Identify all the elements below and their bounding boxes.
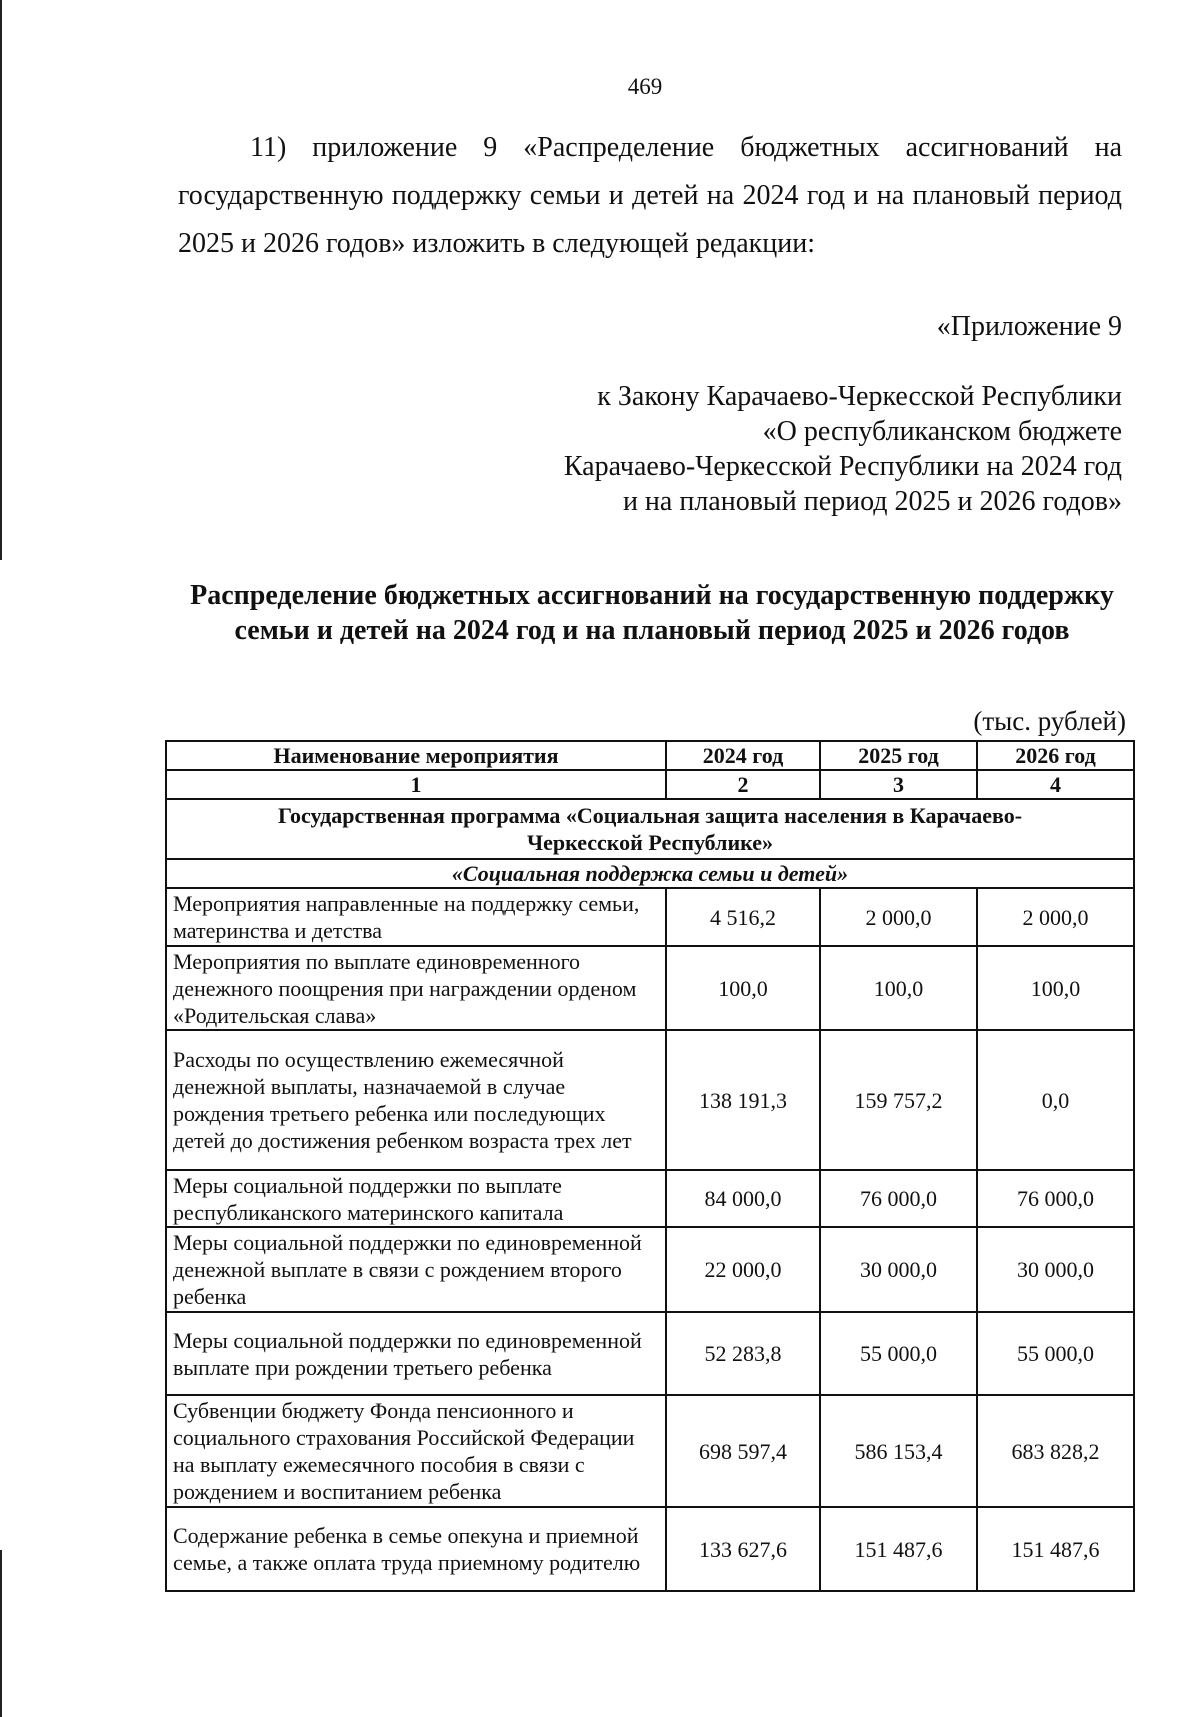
subprogram-row	[166, 859, 1134, 888]
value-2024: 22 000,0	[666, 1227, 820, 1312]
unit-label: (тыс. рублей)	[973, 706, 1126, 736]
column-index: 3	[820, 770, 977, 799]
value-2025: 76 000,0	[820, 1170, 977, 1227]
value-2024: 698 597,4	[666, 1395, 820, 1507]
activity-name: Мероприятия по выплате единовременного денежного поощрения при награждении орденом «Родительская слава»	[166, 946, 666, 1030]
value-2026: 30 000,0	[977, 1227, 1134, 1312]
table-row	[166, 1030, 1134, 1170]
table-row	[166, 1507, 1134, 1591]
law-reference-line: Карачаево-Черкесской Республики на 2024 год	[563, 451, 1122, 482]
value-2024: 133 627,6	[666, 1507, 820, 1591]
column-index-row	[166, 770, 1134, 799]
scan-margin-line	[0, 1550, 2, 1717]
value-2024: 138 191,3	[666, 1030, 820, 1170]
column-index: 1	[166, 770, 666, 799]
subprogram-title: «Социальная поддержка семьи и детей»	[166, 859, 1134, 888]
column-header-2025: 2025 год	[820, 741, 977, 770]
table-row	[166, 1227, 1134, 1312]
column-index: 4	[977, 770, 1134, 799]
law-reference	[564, 379, 1122, 519]
table-row	[166, 1312, 1134, 1395]
table-header-row	[166, 741, 1134, 770]
activity-name: Меры социальной поддержки по выплате республиканского материнского капитала	[166, 1170, 666, 1227]
value-2025: 586 153,4	[820, 1395, 977, 1507]
program-row	[166, 799, 1134, 859]
activity-name: Содержание ребенка в семье опекуна и приемной семье, а также оплата труда приемному родителю	[166, 1507, 666, 1591]
activity-name: Меры социальной поддержки по единовременной выплате при рождении третьего ребенка	[166, 1312, 666, 1395]
value-2025: 100,0	[820, 946, 977, 1030]
table-row	[166, 946, 1134, 1030]
value-2025: 30 000,0	[820, 1227, 977, 1312]
value-2025: 151 487,6	[820, 1507, 977, 1591]
value-2024: 52 283,8	[666, 1312, 820, 1395]
document-title: Распределение бюджетных ассигнований на государственную поддержку семьи и детей на 2024 год и на плановый период 2025 и 2026 годов	[190, 580, 1114, 646]
value-2026: 100,0	[977, 946, 1134, 1030]
column-header-name: Наименование мероприятия	[166, 741, 666, 770]
value-2025: 55 000,0	[820, 1312, 977, 1395]
page-number: 469	[627, 74, 663, 99]
allocation-table	[165, 740, 1135, 1592]
intro-paragraph: 11) приложение 9 «Распределение бюджетных ассигнований на государственную поддержку семьи и детей на 2024 год и на плановый период 2025 и 2026 годов» изложить в следующей редакции:	[178, 132, 1122, 259]
value-2024: 84 000,0	[666, 1170, 820, 1227]
value-2026: 55 000,0	[977, 1312, 1134, 1395]
activity-name: Расходы по осуществлению ежемесячной денежной выплаты, назначаемой в случае рождения третьего ребенка или последующих детей до достижения ребенком возраста трех лет	[166, 1030, 666, 1170]
column-index: 2	[666, 770, 820, 799]
value-2024: 100,0	[666, 946, 820, 1030]
activity-name: Меры социальной поддержки по единовременной денежной выплате в связи с рождением второго ребенка	[166, 1227, 666, 1312]
value-2026: 151 487,6	[977, 1507, 1134, 1591]
activity-name: Мероприятия направленные на поддержку семьи, материнства и детства	[166, 888, 666, 946]
law-reference-line: «О республиканском бюджете	[762, 416, 1122, 447]
activity-name: Субвенции бюджету Фонда пенсионного и социального страхования Российской Федерации на выплату ежемесячного пособия в связи с рождением и воспитанием ребенка	[166, 1395, 666, 1507]
value-2026: 76 000,0	[977, 1170, 1134, 1227]
program-title: Государственная программа «Социальная защита населения в Карачаево-Черкесской Республике»	[166, 799, 1134, 859]
table-row	[166, 1395, 1134, 1507]
column-header-2026: 2026 год	[977, 741, 1134, 770]
column-header-2024: 2024 год	[666, 741, 820, 770]
value-2026: 683 828,2	[977, 1395, 1134, 1507]
value-2025: 159 757,2	[820, 1030, 977, 1170]
value-2025: 2 000,0	[820, 888, 977, 946]
appendix-label: «Приложение 9	[936, 311, 1122, 342]
law-reference-line: и на плановый период 2025 и 2026 годов»	[622, 486, 1122, 517]
table-row	[166, 1170, 1134, 1227]
value-2024: 4 516,2	[666, 888, 820, 946]
table-row	[166, 888, 1134, 946]
law-reference-line: к Закону Карачаево-Черкесской Республики	[597, 381, 1122, 412]
value-2026: 0,0	[977, 1030, 1134, 1170]
value-2026: 2 000,0	[977, 888, 1134, 946]
